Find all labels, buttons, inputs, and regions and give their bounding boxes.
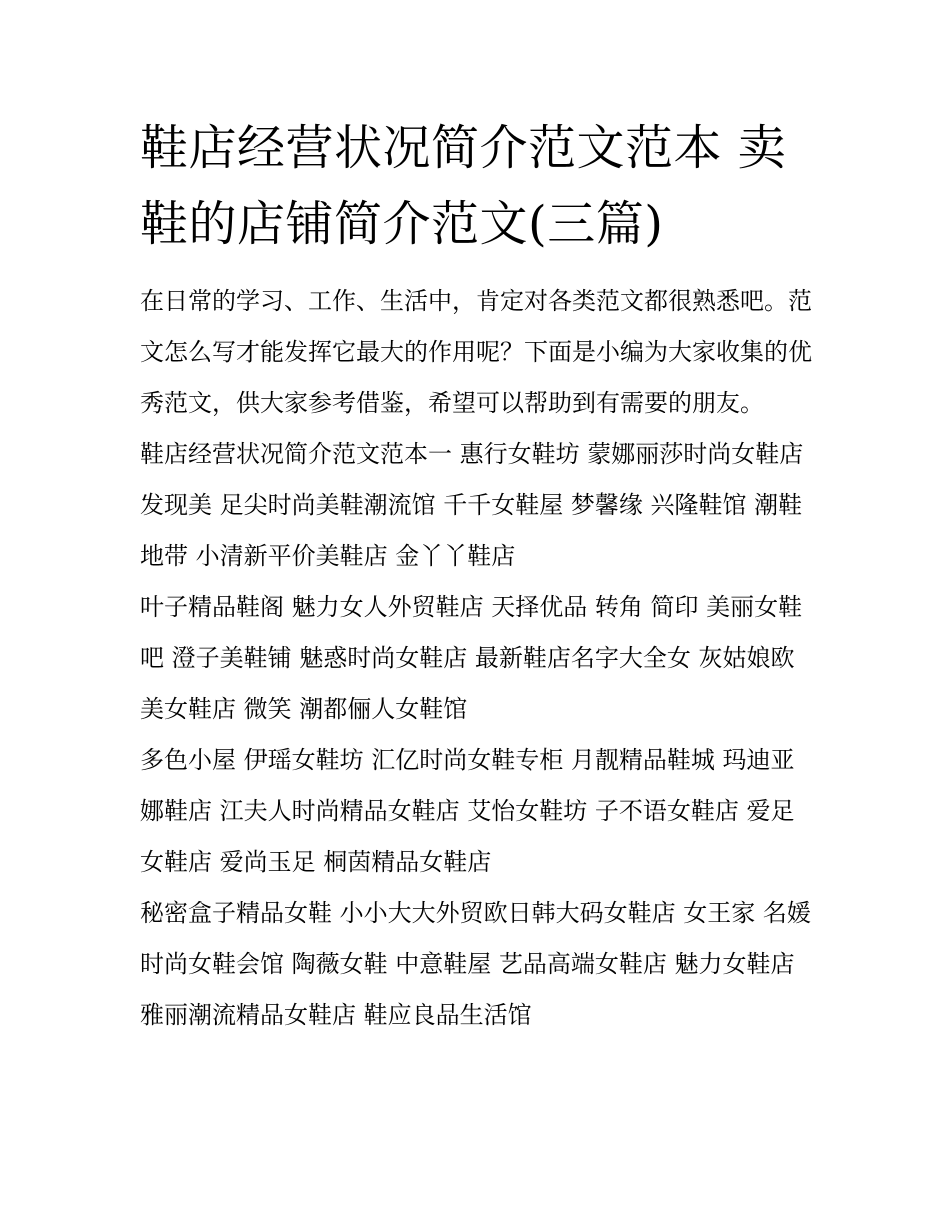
paragraph-shop-names-2: 叶子精品鞋阁 魅力女人外贸鞋店 天择优品 转角 简印 美丽女鞋吧 澄子美鞋铺 魅惑时尚女鞋店 最新鞋店名字大全女 灰姑娘欧美女鞋店 微笑 潮都俪人女鞋馆 <box>140 593 803 723</box>
paragraph-intro: 在日常的学习、工作、生活中，肯定对各类范文都很熟悉吧。范文怎么写才能发挥它最大的作用呢？下面是小编为大家收集的优秀范文，供大家参考借鉴，希望可以帮助到有需要的朋友。 <box>140 287 812 417</box>
document-title: 鞋店经营状况简介范文范本 卖鞋的店铺简介范文(三篇) <box>140 120 787 252</box>
paragraph-shop-names-1: 鞋店经营状况简介范文范本一 惠行女鞋坊 蒙娜丽莎时尚女鞋店 发现美 足尖时尚美鞋潮流馆 千千女鞋屋 梦馨缘 兴隆鞋馆 潮鞋地带 小清新平价美鞋店 金丫丫鞋店 <box>140 440 804 570</box>
paragraph-shop-names-4: 秘密盒子精品女鞋 小小大大外贸欧日韩大码女鞋店 女王家 名媛时尚女鞋会馆 陶薇女鞋 中意鞋屋 艺品高端女鞋店 魅力女鞋店 雅丽潮流精品女鞋店 鞋应良品生活馆 <box>140 899 811 1029</box>
paragraph-shop-names-3: 多色小屋 伊瑶女鞋坊 汇亿时尚女鞋专柜 月靓精品鞋城 玛迪亚娜鞋店 江夫人时尚精品女鞋店 艾怡女鞋坊 子不语女鞋店 爱足女鞋店 爱尚玉足 桐茵精品女鞋店 <box>140 746 795 876</box>
